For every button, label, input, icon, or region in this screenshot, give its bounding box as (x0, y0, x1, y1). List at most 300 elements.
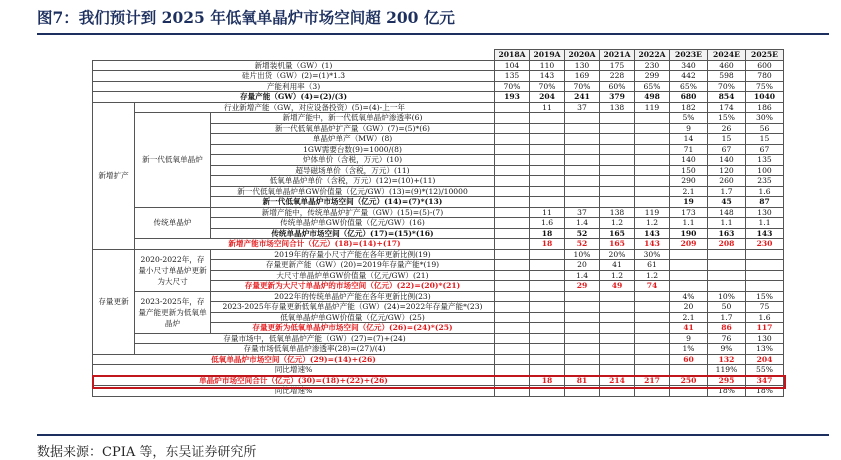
year-header: 2022A (635, 50, 670, 61)
value-cell: 18 (530, 239, 565, 250)
value-cell: 70% (530, 81, 565, 92)
value-cell: 15% (708, 113, 746, 124)
value-cell: 41 (670, 323, 708, 334)
value-cell: 61 (635, 260, 670, 271)
value-cell: 117 (746, 323, 784, 334)
value-cell: 174 (708, 102, 746, 113)
value-cell (600, 344, 635, 355)
row-label: 低氧单晶炉市场空间（亿元）(29)=(14)+(26) (93, 354, 495, 365)
row-label: 2023-2025年存量更新低氧单晶炉产能（GW）(24)=2022年存量产能*(23) (211, 302, 495, 313)
value-cell (746, 260, 784, 271)
value-cell: 74 (635, 281, 670, 292)
table-row (93, 92, 784, 103)
row-label: 存量市场中，低氧单晶炉产能（GW）(27)=(7)+(24) (135, 333, 495, 344)
value-cell (495, 197, 530, 208)
row-label: 大尺寸单晶炉单GW价值量（亿元/GW）(21) (211, 270, 495, 281)
value-cell (600, 197, 635, 208)
value-cell (495, 354, 530, 365)
value-cell: 295 (708, 375, 746, 386)
value-cell: 1.7 (708, 312, 746, 323)
value-cell: 169 (565, 71, 600, 82)
row-label: 同比增速% (93, 386, 495, 397)
value-cell: 132 (708, 354, 746, 365)
value-cell (670, 249, 708, 260)
title-rule (37, 33, 829, 35)
value-cell (495, 113, 530, 124)
value-cell: 260 (708, 176, 746, 187)
value-cell: 1.7 (708, 186, 746, 197)
value-cell (670, 270, 708, 281)
table-row (93, 354, 784, 365)
value-cell: 41 (600, 260, 635, 271)
value-cell: 135 (746, 155, 784, 166)
value-cell: 442 (670, 71, 708, 82)
value-cell: 1.6 (746, 186, 784, 197)
value-cell: 204 (530, 92, 565, 103)
value-cell: 143 (746, 228, 784, 239)
row-label: 同比增速% (93, 365, 495, 376)
value-cell (530, 270, 565, 281)
value-cell: 1.6 (746, 312, 784, 323)
value-cell: 110 (530, 60, 565, 71)
value-cell: 498 (635, 92, 670, 103)
value-cell (495, 155, 530, 166)
value-cell (635, 155, 670, 166)
row-label: 传统单晶炉单GW价值量（亿元/GW）(16) (211, 218, 495, 229)
value-cell: 290 (670, 176, 708, 187)
value-cell (530, 134, 565, 145)
value-cell (565, 134, 600, 145)
row-label: 单晶炉市场空间合计（亿元）(30)=(18)+(22)+(26) (93, 375, 495, 386)
value-cell: 2.1 (670, 312, 708, 323)
value-cell (530, 365, 565, 376)
value-cell: 1.2 (600, 218, 635, 229)
value-cell: 175 (600, 60, 635, 71)
value-cell (495, 228, 530, 239)
value-cell: 9 (670, 333, 708, 344)
value-cell: 165 (600, 239, 635, 250)
table-row (93, 386, 784, 397)
value-cell (565, 113, 600, 124)
header-row (93, 50, 784, 61)
table-row (93, 344, 784, 355)
value-cell (600, 354, 635, 365)
group-label: 新增扩产 (93, 102, 135, 249)
row-label: 新一代低氧单晶炉单GW价值量（亿元/GW）(13)=(9)*(12)/10000 (211, 186, 495, 197)
table-row (93, 291, 784, 302)
value-cell (635, 186, 670, 197)
value-cell: 18 (530, 228, 565, 239)
value-cell (530, 323, 565, 334)
value-cell: 1.2 (635, 218, 670, 229)
value-cell (565, 291, 600, 302)
value-cell (565, 344, 600, 355)
value-cell (565, 354, 600, 365)
value-cell (635, 123, 670, 134)
table-row (93, 249, 784, 260)
value-cell (708, 281, 746, 292)
value-cell (495, 218, 530, 229)
row-label: 存量更新产能（GW）(20)=2019年存量产能*(19) (211, 260, 495, 271)
value-cell (530, 197, 565, 208)
value-cell (600, 186, 635, 197)
value-cell: 70% (708, 81, 746, 92)
value-cell: 119% (708, 365, 746, 376)
value-cell: 10% (565, 249, 600, 260)
value-cell (600, 365, 635, 376)
value-cell (746, 249, 784, 260)
value-cell (565, 176, 600, 187)
value-cell: 228 (600, 71, 635, 82)
value-cell (565, 155, 600, 166)
value-cell: 163 (708, 228, 746, 239)
value-cell: 55% (746, 365, 784, 376)
value-cell: 4% (670, 291, 708, 302)
value-cell: 854 (708, 92, 746, 103)
value-cell (530, 333, 565, 344)
table-row (93, 60, 784, 71)
value-cell (495, 165, 530, 176)
value-cell (600, 134, 635, 145)
value-cell: 15 (708, 134, 746, 145)
value-cell: 1.4 (565, 270, 600, 281)
value-cell (635, 291, 670, 302)
value-cell: 600 (746, 60, 784, 71)
value-cell (565, 323, 600, 334)
row-label: 2019年的存量小尺寸产能在各年更新比例(19) (211, 249, 495, 260)
group-label: 新一代低氧单晶炉 (135, 113, 211, 208)
row-label: 新增装机量（GW）(1) (93, 60, 495, 71)
value-cell: 1.4 (565, 218, 600, 229)
value-cell: 140 (670, 155, 708, 166)
value-cell: 150 (670, 165, 708, 176)
row-label: 低氧单晶炉单价（含税，万元）(12)=(10)+(11) (211, 176, 495, 187)
value-cell: 86 (708, 323, 746, 334)
value-cell (495, 207, 530, 218)
value-cell (635, 354, 670, 365)
value-cell: 71 (670, 144, 708, 155)
market-space-table (92, 49, 784, 397)
value-cell: 20 (565, 260, 600, 271)
value-cell (530, 354, 565, 365)
value-cell: 186 (746, 102, 784, 113)
year-header: 2024E (708, 50, 746, 61)
table-row (93, 375, 784, 386)
table-row (93, 113, 784, 124)
value-cell (530, 386, 565, 397)
value-cell (530, 165, 565, 176)
value-cell: 49 (600, 281, 635, 292)
value-cell: 76 (708, 333, 746, 344)
value-cell: 37 (565, 207, 600, 218)
row-label: 存量市场低氧单晶炉渗透率(28)=(27)/(4) (135, 344, 495, 355)
row-label: 低氧单晶炉单GW价值量（亿元/GW）(25) (211, 312, 495, 323)
value-cell: 214 (600, 375, 635, 386)
value-cell: 230 (746, 239, 784, 250)
value-cell: 52 (565, 228, 600, 239)
value-cell (495, 365, 530, 376)
value-cell: 130 (746, 333, 784, 344)
value-cell (495, 176, 530, 187)
value-cell (530, 291, 565, 302)
value-cell (635, 165, 670, 176)
value-cell: 143 (530, 71, 565, 82)
value-cell: 1.2 (600, 270, 635, 281)
value-cell (600, 155, 635, 166)
value-cell (565, 302, 600, 313)
value-cell (635, 113, 670, 124)
value-cell: 30% (635, 249, 670, 260)
value-cell (746, 270, 784, 281)
value-cell (635, 365, 670, 376)
value-cell: 18 (530, 375, 565, 386)
row-label: 新一代低氧单晶炉市场空间（亿元）(14)=(7)*(13) (211, 197, 495, 208)
value-cell (635, 134, 670, 145)
value-cell: 20% (600, 249, 635, 260)
value-cell: 60 (670, 354, 708, 365)
value-cell (635, 302, 670, 313)
value-cell: 5% (670, 113, 708, 124)
value-cell: 165 (600, 228, 635, 239)
value-cell (600, 291, 635, 302)
value-cell (565, 386, 600, 397)
value-cell: 780 (746, 71, 784, 82)
value-cell: 65% (670, 81, 708, 92)
value-cell: 379 (600, 92, 635, 103)
value-cell: 250 (670, 375, 708, 386)
value-cell (530, 302, 565, 313)
value-cell: 19 (670, 197, 708, 208)
value-cell: 130 (746, 207, 784, 218)
value-cell (495, 323, 530, 334)
value-cell (600, 144, 635, 155)
value-cell: 67 (746, 144, 784, 155)
value-cell: 130 (565, 60, 600, 71)
value-cell: 138 (600, 102, 635, 113)
value-cell (530, 176, 565, 187)
value-cell (565, 165, 600, 176)
value-cell: 138 (600, 207, 635, 218)
row-label: 存量更新为低氧单晶炉市场空间（亿元）(26)=(24)*(25) (211, 323, 495, 334)
year-header: 2021A (600, 50, 635, 61)
value-cell (495, 333, 530, 344)
group-label: 2023-2025年，存量产能更新为低氧单晶炉 (135, 291, 211, 333)
row-label: 新一代低氧单晶炉扩产量（GW）(7)=(5)*(6) (211, 123, 495, 134)
row-label: 超导磁场单价（含税，万元）(11) (211, 165, 495, 176)
value-cell (600, 113, 635, 124)
year-header: 2018A (495, 50, 530, 61)
table-row (93, 333, 784, 344)
row-label: 硅片出货（GW）(2)=(1)*1.3 (93, 71, 495, 82)
value-cell (495, 270, 530, 281)
value-cell: 75% (746, 81, 784, 92)
value-cell (530, 144, 565, 155)
value-cell: 299 (635, 71, 670, 82)
value-cell: 119 (635, 102, 670, 113)
value-cell (670, 365, 708, 376)
row-label: 炉体单价（含税，万元）(10) (211, 155, 495, 166)
value-cell: 193 (495, 92, 530, 103)
value-cell (600, 123, 635, 134)
table-row (93, 102, 784, 113)
value-cell: 460 (708, 60, 746, 71)
row-label: 新增产能市场空间合计（亿元）(18)=(14)+(17) (135, 239, 495, 250)
value-cell: 230 (635, 60, 670, 71)
value-cell: 29 (565, 281, 600, 292)
value-cell (530, 260, 565, 271)
value-cell: 15% (746, 291, 784, 302)
value-cell (530, 123, 565, 134)
value-cell: 56 (746, 123, 784, 134)
value-cell (495, 386, 530, 397)
value-cell: 70% (495, 81, 530, 92)
value-cell (565, 365, 600, 376)
value-cell: 148 (708, 207, 746, 218)
value-cell: 18% (746, 386, 784, 397)
row-label: 存量更新为大尺寸单晶炉的市场空间（亿元）(22)=(20)*(21) (211, 281, 495, 292)
value-cell: 9% (708, 344, 746, 355)
value-cell: 37 (565, 102, 600, 113)
value-cell (495, 302, 530, 313)
table-row (93, 81, 784, 92)
value-cell: 143 (635, 239, 670, 250)
value-cell: 340 (670, 60, 708, 71)
value-cell: 598 (708, 71, 746, 82)
value-cell (708, 260, 746, 271)
value-cell: 18% (708, 386, 746, 397)
value-cell: 10% (708, 291, 746, 302)
value-cell: 100 (746, 165, 784, 176)
value-cell (600, 323, 635, 334)
value-cell (495, 291, 530, 302)
value-cell: 70% (565, 81, 600, 92)
figure-title: 图7：我们预计到 2025 年低氧单晶炉市场空间超 200 亿元 (37, 8, 455, 27)
value-cell: 14 (670, 134, 708, 145)
year-header: 2025E (746, 50, 784, 61)
row-label: 产能利用率（3) (93, 81, 495, 92)
value-cell (565, 312, 600, 323)
table-row (93, 71, 784, 82)
bottom-rule (37, 434, 829, 436)
row-label: 单晶炉单产（MW）(8) (211, 134, 495, 145)
value-cell: 140 (708, 155, 746, 166)
value-cell: 15 (746, 134, 784, 145)
value-cell (495, 134, 530, 145)
value-cell: 120 (708, 165, 746, 176)
value-cell (495, 239, 530, 250)
value-cell: 182 (670, 102, 708, 113)
value-cell (635, 344, 670, 355)
value-cell: 9 (670, 123, 708, 134)
value-cell: 173 (670, 207, 708, 218)
row-label: 2022年的传统单晶炉产能在各年更新比例(23) (211, 291, 495, 302)
value-cell (565, 197, 600, 208)
table-row (93, 239, 784, 250)
value-cell (495, 344, 530, 355)
value-cell (670, 281, 708, 292)
row-label: 1GW需要台数(9)=1000/(8) (211, 144, 495, 155)
value-cell: 235 (746, 176, 784, 187)
table-row (93, 207, 784, 218)
value-cell: 208 (708, 239, 746, 250)
value-cell (635, 333, 670, 344)
value-cell (495, 260, 530, 271)
year-header: 2019A (530, 50, 565, 61)
value-cell: 209 (670, 239, 708, 250)
row-label: 新增产能中，传统单晶炉扩产量（GW）(15)=(5)-(7) (211, 207, 495, 218)
value-cell: 135 (495, 71, 530, 82)
header-blank (93, 50, 495, 61)
year-header: 2023E (670, 50, 708, 61)
value-cell: 13% (746, 344, 784, 355)
value-cell (565, 123, 600, 134)
value-cell: 104 (495, 60, 530, 71)
value-cell (495, 102, 530, 113)
value-cell: 20 (670, 302, 708, 313)
value-cell: 217 (635, 375, 670, 386)
value-cell (635, 144, 670, 155)
source-note: 数据来源：CPIA 等，东吴证券研究所 (37, 445, 257, 460)
value-cell (495, 249, 530, 260)
value-cell (708, 270, 746, 281)
row-label: 行业新增产能（GW，对应设备投资）(5)=(4)-上一年 (135, 102, 495, 113)
value-cell (635, 386, 670, 397)
value-cell: 87 (746, 197, 784, 208)
value-cell (635, 197, 670, 208)
value-cell (635, 323, 670, 334)
value-cell (600, 386, 635, 397)
value-cell (670, 386, 708, 397)
row-label: 新增产能中，新一代低氧单晶炉渗透率(6) (211, 113, 495, 124)
value-cell (530, 344, 565, 355)
value-cell (600, 302, 635, 313)
group-label: 存量更新 (93, 249, 135, 354)
value-cell (495, 144, 530, 155)
value-cell (495, 123, 530, 134)
value-cell (530, 113, 565, 124)
value-cell: 1.1 (670, 218, 708, 229)
value-cell (746, 281, 784, 292)
value-cell: 190 (670, 228, 708, 239)
value-cell: 26 (708, 123, 746, 134)
value-cell (530, 155, 565, 166)
table-row (93, 365, 784, 376)
value-cell: 1.1 (708, 218, 746, 229)
value-cell: 1.2 (635, 270, 670, 281)
row-label: 传统单晶炉市场空间（亿元）(17)=(15)*(16) (211, 228, 495, 239)
value-cell: 65% (635, 81, 670, 92)
value-cell: 143 (635, 228, 670, 239)
value-cell: 11 (530, 102, 565, 113)
value-cell: 67 (708, 144, 746, 155)
value-cell: 1040 (746, 92, 784, 103)
value-cell: 347 (746, 375, 784, 386)
value-cell: 204 (746, 354, 784, 365)
value-cell (670, 260, 708, 271)
group-label: 2020-2022年，存量小尺寸单晶炉更新为大尺寸 (135, 249, 211, 291)
value-cell: 119 (635, 207, 670, 218)
value-cell (530, 186, 565, 197)
value-cell: 2.1 (670, 186, 708, 197)
value-cell (565, 186, 600, 197)
value-cell: 241 (565, 92, 600, 103)
value-cell (495, 281, 530, 292)
value-cell (565, 144, 600, 155)
value-cell (708, 249, 746, 260)
value-cell: 60% (600, 81, 635, 92)
value-cell (530, 312, 565, 323)
value-cell (635, 312, 670, 323)
